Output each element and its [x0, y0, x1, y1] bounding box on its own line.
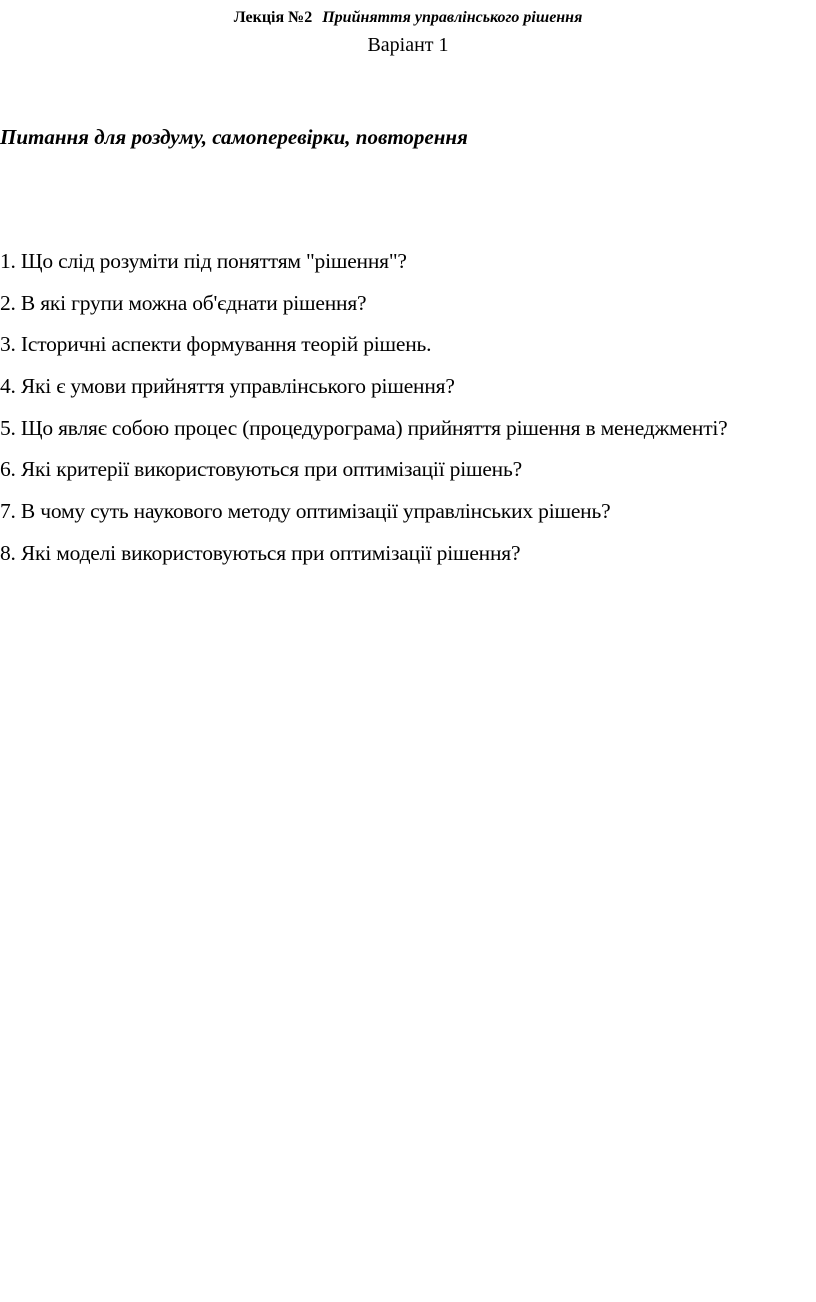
section-heading: Питання для роздуму, самоперевірки, повторення	[0, 125, 468, 149]
question-item: 7. В чому суть наукового методу оптимізації управлінських рішень?	[0, 499, 611, 524]
question-item: 1. Що слід розуміти під поняттям "рішення"?	[0, 249, 407, 273]
question-item: 5. Що являє собою процес (процедурограма) прийняття рішення в менеджменті?	[0, 415, 728, 440]
question-list	[0, 249, 728, 583]
lecture-title	[0, 3, 816, 33]
question-item: 6. Які критерії використовуються при оптимізації рішень?	[0, 457, 522, 482]
lecture-number: Лекція №2	[233, 9, 313, 26]
variant-label: Варіант 1	[367, 34, 449, 56]
question-item: 4. Які є умови прийняття управлінського рішення?	[0, 374, 455, 399]
question-item: 2. В які групи можна об'єднати рішення?	[0, 290, 367, 315]
question-item: 8. Які моделі використовуються при оптимізації рішення?	[0, 540, 521, 565]
lecture-topic: Прийняття управлінського рішення	[322, 9, 583, 26]
question-item: 3. Історичні аспекти формування теорій рішень.	[0, 332, 432, 357]
